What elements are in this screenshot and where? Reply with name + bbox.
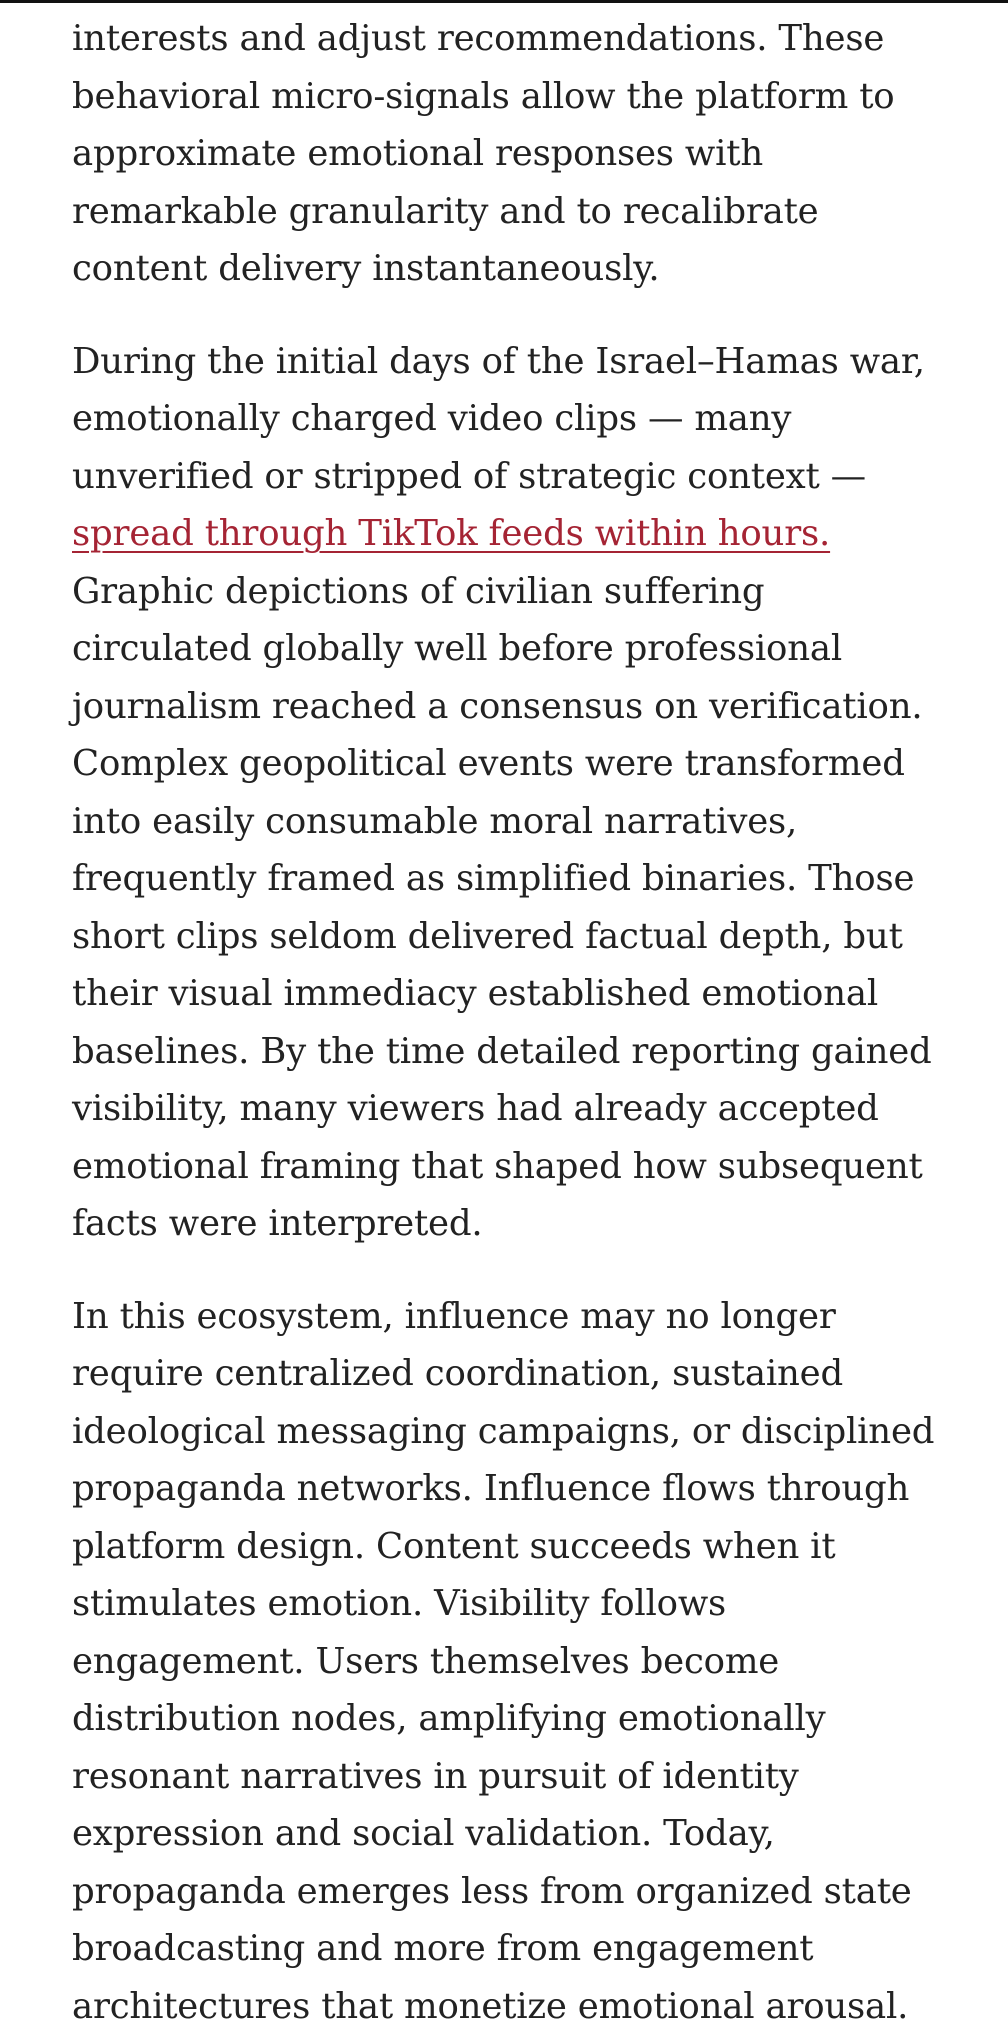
paragraph-3-text: In this ecosystem, influence may no longer require centralized coordination, sustained ideological messaging campaigns, or disciplined propaganda networks. Influence flows through platform design. Content succeeds when it stimulates emotion. Visibility follows engagement. Users themselves become distribution nodes, amplifying emotionally resonant narratives in pursuit of identity expression and social validation. Today, propaganda emerges less from organized state broadcasting and more from engagement architectures that monetize emotional arousal. bbox=[72, 1296, 934, 2027]
paragraph-2 bbox=[72, 333, 952, 1253]
paragraph-1 bbox=[72, 10, 952, 298]
paragraph-2-text-after-link: Graphic depictions of civilian suffering circulated globally well before professional journalism reached a consensus on verification. Complex geopolitical events were transformed into easily consumable moral narratives, frequently framed as simplified binaries. Those short clips seldom delivered factual depth, but their visual immediacy established emotional baselines. By the time detailed reporting gained visibility, many viewers had already accepted emotional framing that shaped how subsequent facts were interpreted. bbox=[72, 571, 932, 1245]
paragraph-1-text: interests and adjust recommendations. These behavioral micro-signals allow the platform to approximate emotional responses with remarkable granularity and to recalibrate content delivery instantaneously. bbox=[72, 18, 894, 289]
top-divider bbox=[0, 0, 1008, 3]
paragraph-2-text-before-link: During the initial days of the Israel–Hamas war, emotionally charged video clips — many unverified or stripped of strategic context — bbox=[72, 341, 925, 497]
article-body bbox=[72, 10, 952, 2035]
tiktok-feeds-link[interactable]: spread through TikTok feeds within hours. bbox=[72, 513, 830, 554]
paragraph-3 bbox=[72, 1288, 952, 2035]
